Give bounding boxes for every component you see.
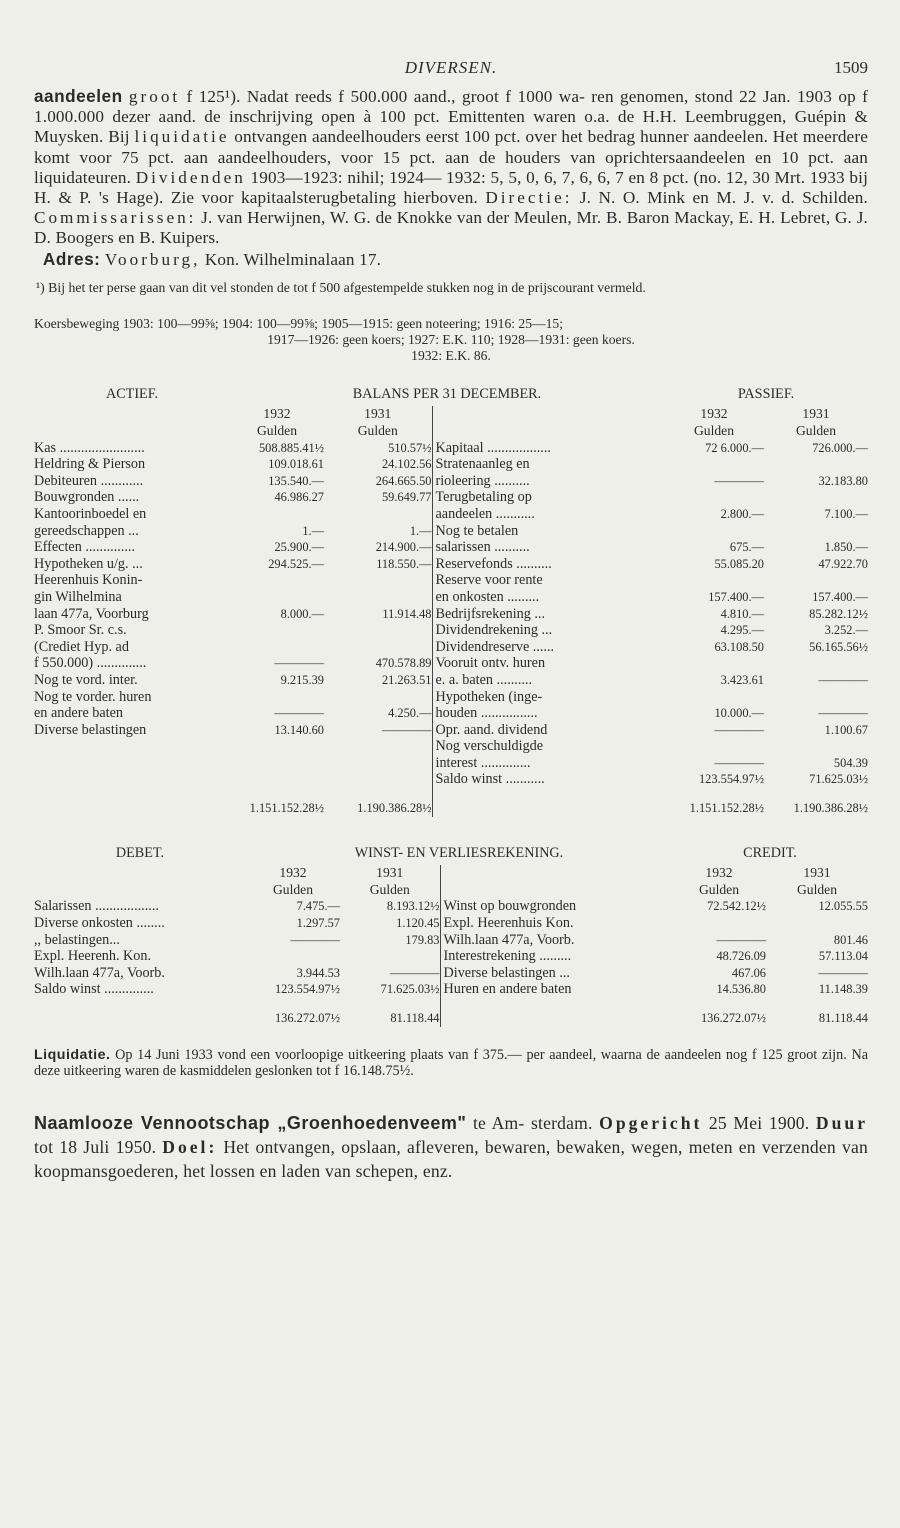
balans-right-value-1932 bbox=[664, 738, 764, 755]
winst-left-value-1932: 123.554.97½ bbox=[274, 982, 340, 997]
intro-text-5: J. van Herwijnen, W. G. de Knokke van der Meulen, Mr. B. Baron Mackay, E. H. Lebret, G. J. D. Boogers en B. Kuipers. bbox=[34, 208, 868, 248]
winst-right-value-1932: 14.536.80 bbox=[716, 982, 766, 997]
balans-left-value-1931: 4.250.— bbox=[388, 706, 432, 721]
winst-left-label: Diverse onkosten ........ bbox=[34, 915, 165, 932]
balans-right-label: en onkosten ......... bbox=[432, 589, 664, 606]
balans-left-value-1931 bbox=[324, 506, 432, 523]
winst-left-value-1931: 1.120.45 bbox=[396, 916, 440, 931]
balans-year-row bbox=[34, 406, 868, 423]
balans-row bbox=[34, 456, 868, 473]
balans-right-value-1931 bbox=[764, 523, 868, 540]
winst-right-label: Diverse belastingen ... bbox=[440, 965, 672, 982]
balans-table bbox=[34, 386, 868, 817]
winst-right-value-1932: 467.06 bbox=[731, 965, 766, 980]
balans-right-label: Dividendreserve ...... bbox=[432, 639, 664, 656]
winst-right-value-1931 bbox=[766, 915, 868, 932]
balans-right-value-1932 bbox=[664, 489, 764, 506]
balans-right-label: Opr. aand. dividend bbox=[432, 722, 664, 739]
balans-right-value-1932: 55.085.20 bbox=[714, 556, 764, 571]
winst-left-value-1931 bbox=[340, 948, 440, 965]
unit-label: Gulden bbox=[693, 423, 735, 439]
balans-left-value-1931: 214.900.— bbox=[375, 540, 432, 555]
nv-text-1: te Am- sterdam. bbox=[466, 1112, 600, 1133]
balans-title: BALANS PER 31 DECEMBER. bbox=[352, 385, 542, 402]
balans-left-value-1932 bbox=[230, 689, 324, 706]
balans-left-value-1931: 59.649.77 bbox=[381, 490, 432, 505]
balans-right-label: Stratenaanleg en bbox=[432, 456, 664, 473]
winst-right-value-1932: ———— bbox=[716, 932, 766, 947]
balans-left-label bbox=[34, 755, 230, 772]
total-credit-1932: 136.272.07½ bbox=[700, 1011, 766, 1026]
balans-left-value-1931 bbox=[324, 639, 432, 656]
balans-row bbox=[34, 771, 868, 788]
balans-left-value-1932: ———— bbox=[274, 656, 324, 671]
intro-text-2: ontvangen aandeelhouders eerst 100 pct. over het bedrag hunner aandeelen. Het meerdere komt voor 75 pct. aan aandeelhouders, voor 15 pct. aan de houders van oprichtersaandeelen en 10 pct. aan liquidateuren. bbox=[34, 127, 868, 187]
balans-left-value-1932 bbox=[230, 572, 324, 589]
balans-row bbox=[34, 689, 868, 706]
credit-title: CREDIT. bbox=[743, 844, 797, 861]
winst-row bbox=[34, 915, 868, 932]
balans-right-value-1932: 72 6.000.— bbox=[705, 440, 764, 455]
winst-right-value-1931: 801.46 bbox=[833, 932, 868, 947]
balans-row bbox=[34, 539, 868, 556]
winst-row bbox=[34, 965, 868, 982]
balans-right-value-1931: 56.165.56½ bbox=[809, 639, 868, 654]
page-number: 1509 bbox=[834, 58, 868, 77]
year-1931: 1931 bbox=[803, 865, 831, 881]
balans-right-label: Hypotheken (inge- bbox=[432, 689, 664, 706]
balans-left-value-1932: 1.— bbox=[302, 523, 324, 538]
balans-row bbox=[34, 655, 868, 672]
balans-left-label: Diverse belastingen bbox=[34, 721, 147, 738]
unit-label: Gulden bbox=[357, 423, 398, 439]
balans-left-label: gin Wilhelmina bbox=[34, 588, 122, 605]
balans-right-label: e. a. baten .......... bbox=[432, 672, 664, 689]
balans-right-value-1932 bbox=[664, 655, 764, 672]
year-1932: 1932 bbox=[263, 406, 291, 422]
balans-right-label: Bedrijfsrekening ... bbox=[432, 606, 664, 623]
running-head bbox=[34, 58, 868, 86]
balans-row bbox=[34, 722, 868, 739]
balans-right-value-1931: ———— bbox=[818, 672, 868, 687]
balans-right-label: Dividendrekening ... bbox=[432, 622, 664, 639]
balans-left-value-1931: 21.263.51 bbox=[381, 672, 432, 687]
winst-right-value-1931: 11.148.39 bbox=[818, 982, 868, 997]
balans-left-value-1931 bbox=[324, 771, 432, 788]
balans-right-value-1931 bbox=[764, 655, 868, 672]
liquidatie-label: Liquidatie. bbox=[34, 1046, 111, 1063]
winst-right-label: Expl. Heerenhuis Kon. bbox=[440, 915, 672, 932]
balans-row bbox=[34, 622, 868, 639]
section-title: DIVERSEN. bbox=[404, 58, 498, 77]
balans-right-value-1931: 32.183.80 bbox=[818, 473, 868, 488]
balans-left-label: Hypotheken u/g. ... bbox=[34, 555, 143, 572]
balans-row bbox=[34, 589, 868, 606]
balans-right-label: rioleering .......... bbox=[432, 473, 664, 490]
balans-right-value-1931 bbox=[764, 489, 868, 506]
winst-left-value-1932: ———— bbox=[290, 932, 340, 947]
winst-left-value-1931: ———— bbox=[389, 965, 440, 980]
balans-left-value-1931 bbox=[324, 572, 432, 589]
winst-right-label: Winst op bouwgronden bbox=[440, 898, 672, 915]
footnote: ¹) Bij het ter perse gaan van dit vel stonden de tot f 500 afgestempelde stukken nog in de prijscourant vermeld. bbox=[36, 279, 646, 295]
lead-spaced-word: groot bbox=[128, 87, 181, 106]
liquidatie-paragraph bbox=[34, 1047, 868, 1079]
balans-right-value-1932: 675.— bbox=[729, 540, 764, 555]
balans-row bbox=[34, 572, 868, 589]
total-debet-1931: 81.118.44 bbox=[390, 1011, 440, 1026]
nv-text-4: Het ontvangen, opslaan, afleveren, bewaren, bewaken, wegen, meten en verzenden van koopmansgoederen, het lossen en laden van schepen, enz. bbox=[34, 1136, 869, 1181]
balans-row bbox=[34, 738, 868, 755]
balans-right-value-1931: 726.000.— bbox=[812, 440, 868, 455]
balans-left-value-1932 bbox=[230, 771, 324, 788]
unit-label: Gulden bbox=[698, 881, 740, 897]
balans-left-label: Heerenhuis Konin- bbox=[34, 572, 143, 589]
unit-label: Gulden bbox=[272, 881, 314, 897]
debet-title: DEBET. bbox=[115, 844, 165, 861]
balans-right-label: houden ................ bbox=[432, 705, 664, 722]
balans-right-value-1931: 1.850.— bbox=[824, 540, 868, 555]
winst-left-value-1932 bbox=[246, 948, 340, 965]
year-1932: 1932 bbox=[705, 865, 733, 881]
winst-right-value-1932: 72.542.12½ bbox=[707, 899, 766, 914]
balans-right-value-1932: 123.554.97½ bbox=[698, 772, 764, 787]
balans-title-row bbox=[34, 386, 868, 407]
winst-right-label: Wilh.laan 477a, Voorb. bbox=[440, 932, 672, 949]
balans-right-value-1932: 2.800.— bbox=[720, 506, 764, 521]
unit-label: Gulden bbox=[796, 881, 838, 897]
document-page bbox=[34, 58, 868, 1183]
balans-row bbox=[34, 506, 868, 523]
balans-right-label: interest .............. bbox=[432, 755, 664, 772]
nv-text-3: tot 18 Juli 1950. bbox=[34, 1136, 163, 1157]
balans-right-value-1932: ———— bbox=[714, 722, 764, 737]
year-1932: 1932 bbox=[700, 406, 728, 422]
total-passief-1931: 1.190.386.28½ bbox=[793, 801, 868, 816]
winst-table bbox=[34, 845, 868, 1027]
total-credit-1931: 81.118.44 bbox=[818, 1011, 868, 1026]
balans-row bbox=[34, 440, 868, 457]
winst-left-label: Saldo winst .............. bbox=[34, 981, 154, 998]
balans-right-value-1932 bbox=[664, 572, 764, 589]
balans-right-value-1932: 3.423.61 bbox=[720, 672, 764, 687]
balans-left-value-1932: 294.525.— bbox=[268, 556, 324, 571]
balans-left-value-1931 bbox=[324, 689, 432, 706]
balans-left-label bbox=[34, 771, 230, 788]
balans-left-value-1932: 135.540.— bbox=[268, 473, 324, 488]
liquidatie-text: Op 14 Juni 1933 vond een voorloopige uitkeering plaats van f 375.— per aandeel, waarna de aandeelen nog f 125 groot zijn. Na deze uitkeering waren de kasmiddelen geslonken tot f 16.148.75½. bbox=[34, 1046, 868, 1079]
winst-title-row bbox=[34, 845, 868, 866]
duur-word: Duur bbox=[815, 1112, 869, 1133]
balans-right-value-1932: ———— bbox=[714, 473, 764, 488]
balans-right-label: Nog te betalen bbox=[432, 523, 664, 540]
total-debet-1932: 136.272.07½ bbox=[274, 1011, 340, 1026]
balans-right-value-1931: 157.400.— bbox=[812, 589, 868, 604]
balans-row bbox=[34, 672, 868, 689]
year-1932: 1932 bbox=[279, 865, 307, 881]
balans-left-value-1932: ———— bbox=[274, 706, 324, 721]
balans-left-value-1932: 46.986.27 bbox=[274, 490, 324, 505]
winst-unit-row bbox=[34, 882, 868, 899]
winst-row bbox=[34, 932, 868, 949]
balans-right-label: Reserve voor rente bbox=[432, 572, 664, 589]
adres-label: Adres: bbox=[42, 248, 101, 269]
balans-right-label: Reservefonds .......... bbox=[432, 556, 664, 573]
doel-word: Doel: bbox=[162, 1136, 218, 1157]
balans-right-value-1931: 47.922.70 bbox=[818, 556, 868, 571]
balans-left-label: Debiteuren ............ bbox=[34, 472, 144, 489]
unit-label: Gulden bbox=[369, 881, 410, 897]
balans-right-value-1932: 4.810.— bbox=[720, 606, 764, 621]
balans-left-value-1932: 109.018.61 bbox=[268, 457, 324, 472]
adres-place: Voorburg, bbox=[104, 249, 201, 269]
total-actief-1931: 1.190.386.28½ bbox=[357, 801, 432, 816]
winst-left-value-1931: 71.625.03½ bbox=[380, 982, 440, 997]
balans-left-label: P. Smoor Sr. c.s. bbox=[34, 622, 127, 639]
balans-right-value-1931: 3.252.— bbox=[824, 623, 868, 638]
balans-left-value-1931: 264.665.50 bbox=[375, 473, 432, 488]
balans-left-label bbox=[34, 738, 230, 755]
winst-right-label: Interestrekening ......... bbox=[440, 948, 672, 965]
balans-left-value-1932 bbox=[230, 506, 324, 523]
balans-right-value-1932: 63.108.50 bbox=[714, 639, 764, 654]
balans-right-label: Saldo winst ........... bbox=[432, 771, 664, 788]
balans-left-label: Heldring & Pierson bbox=[34, 456, 146, 473]
winst-left-label: Salarissen .................. bbox=[34, 898, 159, 915]
year-1931: 1931 bbox=[376, 865, 404, 881]
passief-title: PASSIEF. bbox=[737, 385, 795, 402]
balans-left-value-1932 bbox=[230, 755, 324, 772]
balans-right-value-1931: 504.39 bbox=[833, 755, 868, 770]
balans-right-label: Terugbetaling op bbox=[432, 489, 664, 506]
balans-left-value-1932 bbox=[230, 622, 324, 639]
koers-line-3: 1932: E.K. 86. bbox=[411, 347, 491, 363]
balans-right-value-1931: 71.625.03½ bbox=[809, 772, 868, 787]
intro-text-4: J. N. O. Mink en M. J. v. d. Schilden. bbox=[572, 188, 868, 208]
balans-left-label: Nog te vord. inter. bbox=[34, 671, 138, 688]
balans-left-value-1931: 118.550.— bbox=[376, 556, 432, 571]
company-name: Naamlooze Vennootschap „Groenhoedenveem" bbox=[34, 1112, 467, 1133]
balans-row bbox=[34, 473, 868, 490]
balans-left-label: Bouwgronden ...... bbox=[34, 489, 140, 506]
balans-left-value-1931: 24.102.56 bbox=[381, 457, 432, 472]
year-1931: 1931 bbox=[802, 406, 830, 422]
koersbeweging bbox=[34, 316, 868, 364]
winst-year-row bbox=[34, 865, 868, 882]
balans-right-value-1932: ———— bbox=[714, 755, 764, 770]
balans-right-label: aandeelen ........... bbox=[432, 506, 664, 523]
balans-row bbox=[34, 556, 868, 573]
balans-total-row bbox=[34, 788, 868, 817]
winst-title: WINST- EN VERLIESREKENING. bbox=[354, 844, 564, 861]
commissarissen-word: Commissarissen: bbox=[34, 208, 197, 228]
actief-title: ACTIEF. bbox=[105, 385, 159, 402]
balans-row bbox=[34, 523, 868, 540]
balans-left-value-1932: 9.215.39 bbox=[280, 672, 324, 687]
winst-left-value-1932: 7.475.— bbox=[296, 899, 340, 914]
balans-left-label: Kantoorinboedel en bbox=[34, 505, 147, 522]
balans-left-value-1932: 8.000.— bbox=[280, 606, 324, 621]
year-1931: 1931 bbox=[364, 406, 392, 422]
winst-right-label: Huren en andere baten bbox=[440, 981, 672, 998]
balans-right-value-1932 bbox=[664, 523, 764, 540]
dividenden-word: Dividenden bbox=[135, 167, 246, 187]
balans-left-label: f 550.000) .............. bbox=[34, 655, 147, 672]
balans-right-value-1931 bbox=[764, 572, 868, 589]
balans-right-label: Nog verschuldigde bbox=[432, 738, 664, 755]
winst-row bbox=[34, 898, 868, 915]
winst-left-label: Wilh.laan 477a, Voorb. bbox=[34, 964, 165, 981]
balans-right-value-1932: 157.400.— bbox=[708, 589, 764, 604]
next-company-entry bbox=[34, 1111, 868, 1183]
balans-left-label: gereedschappen ... bbox=[34, 522, 139, 539]
balans-left-label: Effecten .............. bbox=[34, 539, 135, 556]
winst-rows bbox=[34, 898, 868, 998]
winst-right-value-1931: 57.113.04 bbox=[818, 949, 868, 964]
balans-left-value-1931: ———— bbox=[381, 722, 432, 737]
intro-text-3: 1903—1923: nihil; 1924— 1932: 5, 5, 0, 6, 7, 6, 6, 7 en 8 pct. (no. 12, 30 Mrt. 1933 bij H. & P. 's Hage). Zie voor kapitaalsterugbetaling hierboven. bbox=[34, 167, 868, 208]
balans-right-value-1931: 85.282.12½ bbox=[809, 606, 868, 621]
balans-left-label: (Crediet Hyp. ad bbox=[34, 638, 129, 655]
intro-text-1: f 125¹). Nadat reeds f 500.000 aand., groot f 1000 wa- ren genomen, stond 22 Jan. 1903 op f 1.000.000 dezer aand. de inschrijving open à 100 pct. Emittenten waren o.a. de H.H. Leembruggen, Guépin & Muysken. Bij bbox=[34, 87, 869, 147]
nv-text-2: 25 Mei 1900. bbox=[702, 1112, 816, 1133]
winst-left-value-1931: 8.193.12½ bbox=[386, 899, 440, 914]
balans-row bbox=[34, 705, 868, 722]
koers-line-2: 1917—1926: geen koers; 1927: E.K. 110; 1928—1931: geen koers. bbox=[267, 331, 635, 347]
winst-row bbox=[34, 948, 868, 965]
winst-row bbox=[34, 981, 868, 998]
liquidatie-word: liquidatie bbox=[134, 127, 230, 147]
balans-left-value-1932: 25.900.— bbox=[274, 540, 324, 555]
balans-left-value-1931: 470.578.89 bbox=[375, 656, 432, 671]
unit-label: Gulden bbox=[795, 423, 837, 439]
balans-left-label: laan 477a, Voorburg bbox=[34, 605, 149, 622]
balans-left-value-1931 bbox=[324, 738, 432, 755]
balans-row bbox=[34, 639, 868, 656]
winst-left-label: Expl. Heerenh. Kon. bbox=[34, 948, 152, 965]
company-description bbox=[34, 86, 868, 270]
balans-right-value-1932 bbox=[664, 689, 764, 706]
balans-row bbox=[34, 489, 868, 506]
balans-left-value-1932: 508.885.41½ bbox=[258, 440, 324, 455]
winst-right-value-1932 bbox=[672, 915, 766, 932]
balans-right-value-1932 bbox=[664, 456, 764, 473]
balans-left-value-1932: 13.140.60 bbox=[274, 722, 324, 737]
balans-left-value-1931: 1.— bbox=[409, 523, 432, 538]
directie-word: Directie: bbox=[485, 188, 573, 208]
balans-right-value-1931: 1.100.67 bbox=[824, 722, 868, 737]
winst-left-label: ,, belastingen... bbox=[34, 931, 120, 948]
balans-right-value-1931 bbox=[764, 689, 868, 706]
balans-left-label: Nog te vorder. huren bbox=[34, 688, 152, 705]
balans-row bbox=[34, 755, 868, 772]
winst-left-value-1932: 1.297.57 bbox=[296, 916, 340, 931]
winst-total-row bbox=[34, 998, 868, 1027]
winst-right-value-1931: 12.055.55 bbox=[818, 899, 868, 914]
winst-right-value-1931: ———— bbox=[818, 965, 868, 980]
balans-rows bbox=[34, 440, 868, 788]
total-actief-1932: 1.151.152.28½ bbox=[249, 801, 324, 816]
opgericht-word: Opgericht bbox=[599, 1112, 703, 1133]
koers-line-1: Koersbeweging 1903: 100—99⅝; 1904: 100—99⅝; 1905—1915: geen noteering; 1916: 25—15; bbox=[34, 315, 563, 331]
balans-right-value-1932: 10.000.— bbox=[714, 706, 764, 721]
balans-unit-row bbox=[34, 423, 868, 440]
total-passief-1932: 1.151.152.28½ bbox=[689, 801, 764, 816]
balans-left-value-1931 bbox=[324, 589, 432, 606]
balans-left-value-1931: 510.57½ bbox=[388, 440, 432, 455]
balans-left-value-1932 bbox=[230, 738, 324, 755]
balans-row bbox=[34, 606, 868, 623]
winst-left-value-1932: 3.944.53 bbox=[296, 965, 340, 980]
balans-left-value-1932 bbox=[230, 639, 324, 656]
balans-right-label: Vooruit ontv. huren bbox=[432, 655, 664, 672]
unit-label: Gulden bbox=[256, 423, 298, 439]
balans-left-label: en andere baten bbox=[34, 705, 124, 722]
lead-word: aandeelen bbox=[34, 86, 123, 106]
balans-right-value-1932: 4.295.— bbox=[720, 623, 764, 638]
balans-right-value-1931 bbox=[764, 738, 868, 755]
balans-left-value-1932 bbox=[230, 589, 324, 606]
winst-right-value-1932: 48.726.09 bbox=[716, 949, 766, 964]
balans-right-label: Kapitaal .................. bbox=[432, 440, 664, 457]
balans-right-value-1931 bbox=[764, 456, 868, 473]
balans-left-label: Kas ........................ bbox=[34, 439, 145, 456]
balans-right-label: salarissen .......... bbox=[432, 539, 664, 556]
balans-left-value-1931 bbox=[324, 755, 432, 772]
balans-left-value-1931: 11.914.48 bbox=[382, 606, 432, 621]
balans-left-value-1931 bbox=[324, 622, 432, 639]
winst-left-value-1931: 179.83 bbox=[405, 932, 440, 947]
adres-rest: Kon. Wilhelminalaan 17. bbox=[200, 249, 382, 269]
balans-right-value-1931: ———— bbox=[818, 706, 868, 721]
balans-right-value-1931: 7.100.— bbox=[824, 506, 868, 521]
